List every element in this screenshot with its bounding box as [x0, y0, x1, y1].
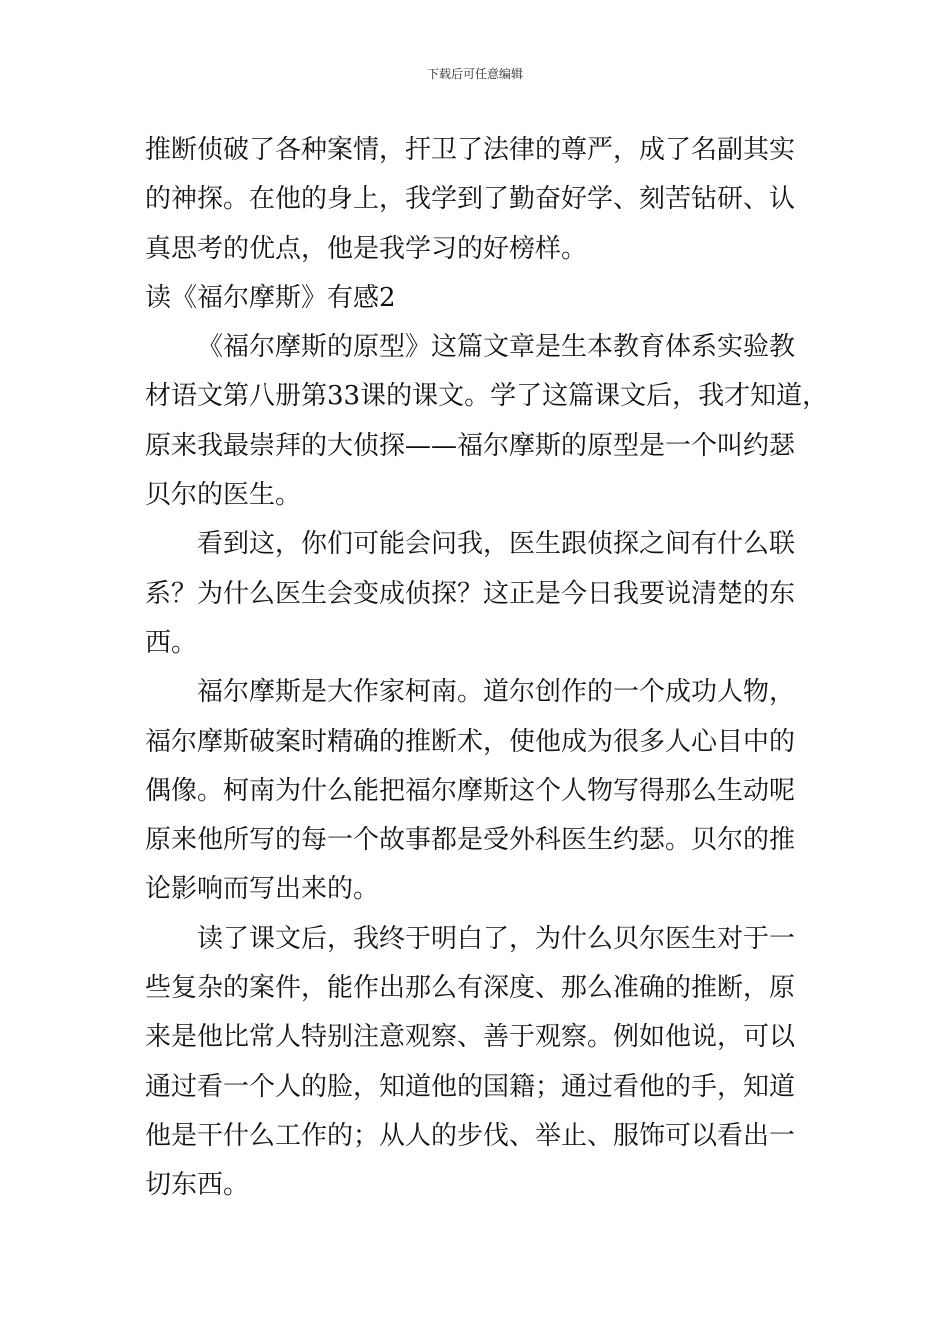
text-line: 的神探。在他的身上，我学到了勤奋好学、刻苦钻研、认	[145, 184, 796, 215]
section-heading: 读《福尔摩斯》有感2	[145, 282, 396, 313]
text-line: 原来我最崇拜的大侦探——福尔摩斯的原型是一个叫约瑟	[145, 430, 796, 461]
text-line: 西。	[145, 627, 198, 658]
text-line: 切东西。	[145, 1170, 250, 1201]
text-line: 读了课文后，我终于明白了，为什么贝尔医生对于一	[197, 923, 796, 954]
text-line: 论影响而写出来的。	[145, 874, 380, 905]
text-line: 看到这，你们可能会问我，医生跟侦探之间有什么联	[197, 529, 796, 560]
text-line: 福尔摩斯破案时精确的推断术，使他成为很多人心目中的	[145, 726, 796, 757]
document-body	[145, 126, 829, 1211]
text-line: 贝尔的医生。	[145, 480, 302, 511]
text-line: 福尔摩斯是大作家柯南。道尔创作的一个成功人物，	[197, 677, 796, 708]
text-line: 些复杂的案件，能作出那么有深度、那么准确的推断，原	[145, 973, 796, 1004]
text-line: 推断侦破了各种案情，扞卫了法律的尊严，成了名副其实	[145, 135, 796, 165]
text-line: 通过看一个人的脸，知道他的国籍；通过看他的手，知道	[145, 1071, 796, 1102]
page-header: 下载后可任意编辑	[426, 67, 523, 81]
text-line: 系？为什么医生会变成侦探？这正是今日我要说清楚的东	[145, 578, 796, 609]
text-line: 他是干什么工作的；从人的步伐、举止、服饰可以看出一	[145, 1120, 796, 1151]
text-line: 来是他比常人特别注意观察、善于观察。例如他说，可以	[145, 1022, 796, 1053]
text-line: 《福尔摩斯的原型》这篇文章是生本教育体系实验教	[197, 332, 796, 363]
text-line: 偶像。柯南为什么能把福尔摩斯这个人物写得那么生动呢	[145, 775, 796, 806]
text-line: 真思考的优点，他是我学习的好榜样。	[145, 233, 588, 264]
text-line: 材语文第八册第33课的课文。学了这篇课文后，我才知道，	[145, 381, 829, 412]
text-line: 原来他所写的每一个故事都是受外科医生约瑟。贝尔的推	[145, 825, 796, 856]
